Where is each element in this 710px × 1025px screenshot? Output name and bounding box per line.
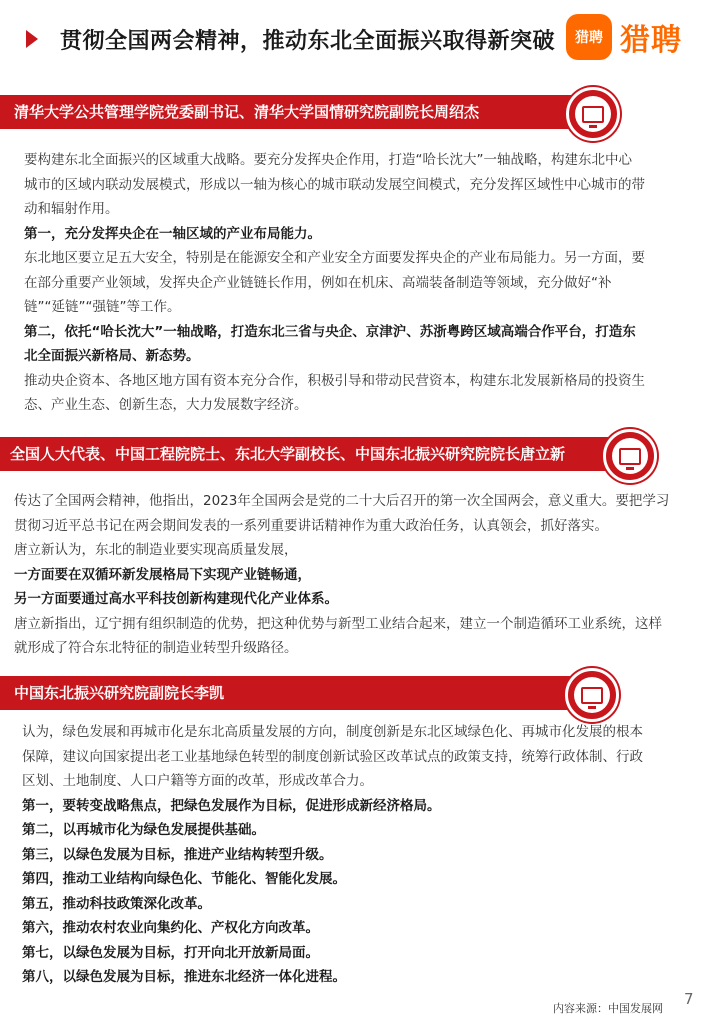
section-speaker-2: 全国人大代表、中国工程院院士、东北大学副校长、中国东北振兴研究院院长唐立新 (10, 445, 566, 463)
paragraph-line: 保障，建议向国家提出老工业基地绿色转型的制度创新试验区改革试点的政策支持，统筹行政体制、行政 (22, 748, 643, 765)
monitor-icon (566, 87, 620, 141)
key-point-line: 第八，以绿色发展为目标，推进东北经济一体化进程。 (22, 969, 346, 985)
section-banner-2 (0, 437, 660, 471)
key-point-line: 第一，要转变战略焦点，把绿色发展作为目标，促进形成新经济格局。 (22, 797, 441, 814)
paragraph-line: 唐立新认为，东北的制造业要实现高质量发展， (14, 542, 298, 558)
paragraph-line: 传达了全国两会精神，他指出，2023年全国两会是党的二十大后召开的第一次全国两会，意义重大。要把学习 (14, 493, 670, 509)
monitor-icon (603, 429, 657, 483)
key-point-line: 一方面要在双循环新发展格局下实现产业链畅通， (14, 566, 311, 583)
paragraph-line: 在部分重要产业领域，发挥央企产业链链长作用，例如在机床、高端装备制造等领域，充分做好“补 (24, 274, 612, 291)
key-point-line: 第二，以再城市化为绿色发展提供基础。 (22, 822, 265, 838)
section-body-3 (22, 720, 682, 990)
header-arrow-icon (26, 30, 38, 48)
section-body-2 (14, 489, 694, 661)
paragraph-line: 就形成了符合东北特征的制造业转型升级路径。 (14, 640, 298, 656)
section-speaker-1: 清华大学公共管理学院党委副书记、清华大学国情研究院副院长周绍杰 (14, 103, 480, 121)
page-title: 贯彻全国两会精神，推动东北全面振兴取得新突破 (60, 29, 556, 54)
paragraph-line: 动和辐射作用。 (24, 201, 119, 217)
monitor-icon (565, 668, 619, 722)
key-point-line: 第七，以绿色发展为目标，打开向北开放新局面。 (22, 944, 319, 961)
paragraph-line: 贯彻习近平总书记在两会期间发表的一系列重要讲话精神作为重大政治任务，认真领会，抓好落实。 (14, 517, 608, 534)
key-point-line: 第四，推动工业结构向绿色化、节能化、智能化发展。 (22, 871, 346, 887)
logo-text: 猎聘 (620, 23, 682, 58)
paragraph-line: 态、产业生态、创新生态，大力发展数字经济。 (24, 397, 308, 413)
paragraph-line: 推动央企资本、各地区地方国有资本充分合作，积极引导和带动民营资本，构建东北发展新格局的投资生 (24, 372, 645, 389)
paragraph-line: 东北地区要立足五大安全，特别是在能源安全和产业安全方面要发挥央企的产业布局能力。另一方面，要 (24, 250, 645, 266)
page-number: 7 (684, 990, 694, 1008)
paragraph-line: 区划、土地制度、人口户籍等方面的改革，形成改革合力。 (22, 773, 373, 789)
key-point-line: 第一，充分发挥央企在一轴区域的产业布局能力。 (24, 225, 321, 242)
liepin-logo (566, 12, 682, 62)
logo-badge-icon: 猎聘 (566, 14, 612, 60)
key-point-line: 第五，推动科技政策深化改革。 (22, 895, 211, 912)
paragraph-line: 要构建东北全面振兴的区域重大战略。要充分发挥央企作用，打造“哈长沈大”一轴战略，构建东北中心 (24, 152, 632, 168)
key-point-line: 北全面振兴新格局、新态势。 (24, 348, 200, 364)
content-source: 内容来源：中国发展网 (553, 1002, 663, 1015)
paragraph-line: 链”“延链”“强链”等工作。 (24, 299, 181, 315)
paragraph-line: 城市的区域内联动发展模式，形成以一轴为核心的城市联动发展空间模式，充分发挥区域性中心城市的带 (24, 176, 645, 193)
section-banner-1 (0, 95, 610, 129)
paragraph-line: 唐立新指出，辽宁拥有组织制造的优势，把这种优势与新型工业结合起来，建立一个制造循环工业系统，这样 (14, 615, 662, 632)
section-banner-3 (0, 676, 620, 710)
section-speaker-3: 中国东北振兴研究院副院长李凯 (14, 684, 225, 702)
key-point-line: 第六，推动农村农业向集约化、产权化方向改革。 (22, 920, 319, 936)
key-point-line: 第三，以绿色发展为目标，推进产业结构转型升级。 (22, 846, 333, 863)
section-body-1 (24, 148, 674, 418)
key-point-line: 第二，依托“哈长沈大”一轴战略，打造东北三省与央企、京津沪、苏浙粤跨区域高端合作平台，打造东 (24, 323, 636, 340)
paragraph-line: 认为，绿色发展和再城市化是东北高质量发展的方向，制度创新是东北区域绿色化、再城市化发展的根本 (22, 724, 643, 740)
key-point-line: 另一方面要通过高水平科技创新构建现代化产业体系。 (14, 591, 338, 607)
